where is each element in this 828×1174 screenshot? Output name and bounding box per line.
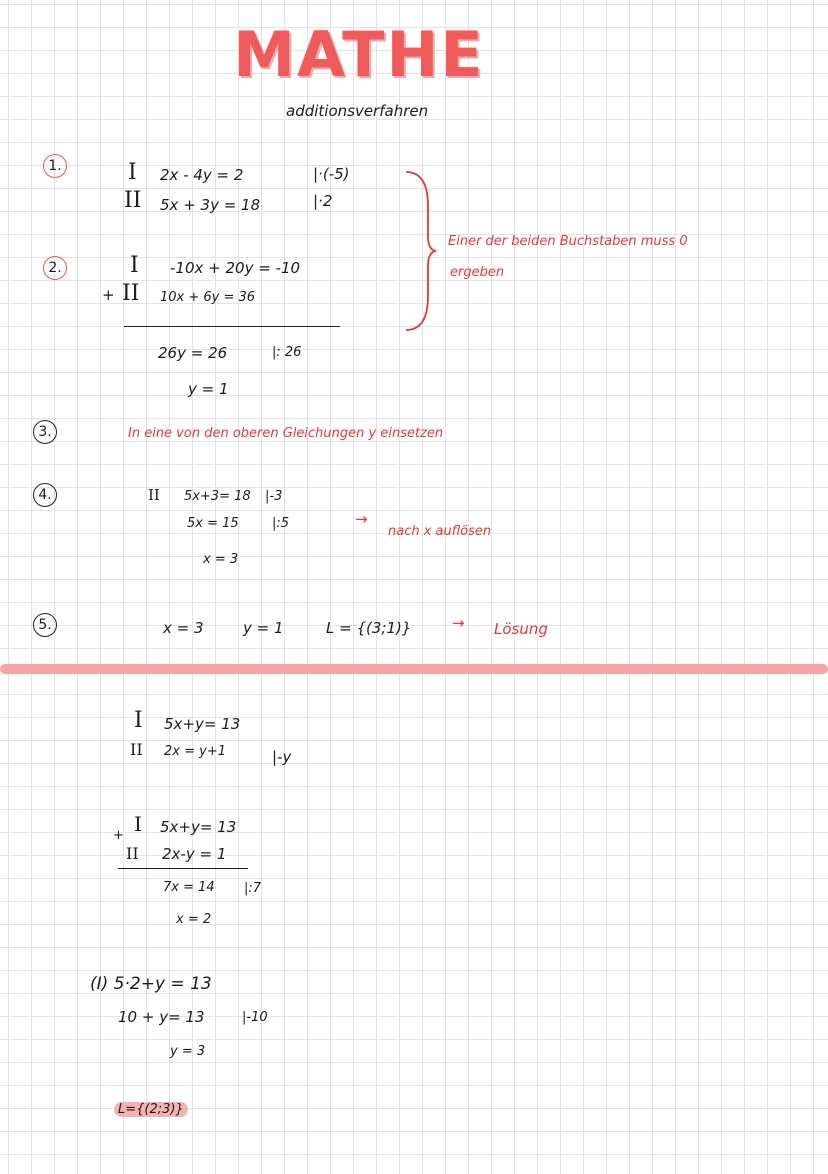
s2-eq3: 5x+y= 13: [160, 818, 237, 836]
s2-result-x: x = 2: [176, 912, 212, 927]
arrow-icon: →: [452, 614, 465, 632]
step-marker-3: 3.: [33, 420, 57, 444]
eq1-operation: |·(-5): [313, 165, 350, 183]
s2-eq3-label: I: [134, 812, 142, 836]
plus-sign: +: [102, 286, 115, 304]
section-divider: [0, 664, 828, 674]
substitution-label: II: [148, 486, 160, 504]
s2-sum-line: [118, 868, 248, 869]
final-x: x = 3: [163, 619, 204, 637]
substitution-3: x = 3: [203, 552, 239, 567]
s2-sum-equation: 7x = 14: [163, 880, 215, 895]
s2-eq2-operation: |-y: [272, 748, 292, 766]
s2-eq2: 2x = y+1: [164, 744, 226, 759]
s2-solution-highlight: [114, 1102, 188, 1117]
eq1-label: I: [128, 160, 137, 185]
step-marker-5: 5.: [33, 613, 57, 637]
subtitle: additionsverfahren: [286, 102, 429, 120]
s2-sum-operation: |:7: [244, 881, 262, 896]
eq4: 10x + 6y = 36: [160, 290, 256, 305]
s2-eq4: 2x-y = 1: [162, 845, 227, 863]
s2-eq4-label: II: [126, 844, 139, 863]
solution-label: Lösung: [494, 620, 548, 638]
solution-set: L = {(3;1)}: [326, 619, 412, 637]
note-line-2: ergeben: [450, 265, 505, 280]
s2-substitution-3: y = 3: [170, 1044, 206, 1059]
sum-line: [124, 326, 340, 327]
s2-substitution-2: 10 + y= 13: [118, 1008, 205, 1026]
sum-operation: |: 26: [272, 345, 302, 360]
curly-brace-icon: [400, 166, 440, 336]
s2-substitution-1: (I) 5·2+y = 13: [90, 974, 212, 994]
eq2-operation: |·2: [313, 192, 333, 210]
substitution-1-operation: |-3: [265, 489, 283, 504]
page-title: MATHE: [233, 18, 485, 91]
step-marker-2: 2.: [43, 256, 67, 280]
eq2-label: II: [124, 188, 142, 213]
note-line-1: Einer der beiden Buchstaben muss 0: [448, 234, 688, 249]
s2-solution-set: L={(2;3)}: [114, 1102, 188, 1117]
eq4-label: II: [122, 281, 140, 306]
final-y: y = 1: [243, 619, 284, 637]
step3-instruction: In eine von den oberen Gleichungen y einsetzen: [128, 426, 444, 441]
arrow-icon: →: [355, 510, 368, 528]
s2-eq2-label: II: [130, 740, 143, 759]
step-marker-1: 1.: [43, 154, 67, 178]
sum-equation: 26y = 26: [158, 344, 228, 362]
s2-plus-sign: +: [113, 828, 124, 843]
s2-eq1-label: I: [134, 708, 143, 733]
s2-substitution-2-operation: |-10: [242, 1010, 268, 1025]
step-marker-4: 4.: [33, 483, 57, 507]
solve-for-x-note: nach x auflösen: [388, 524, 492, 539]
s2-eq1: 5x+y= 13: [164, 715, 241, 733]
substitution-2-operation: |:5: [272, 516, 290, 531]
eq3: -10x + 20y = -10: [170, 259, 301, 277]
eq1: 2x - 4y = 2: [160, 166, 244, 184]
substitution-2: 5x = 15: [187, 516, 239, 531]
result-y: y = 1: [188, 380, 229, 398]
substitution-1: 5x+3= 18: [184, 489, 251, 504]
eq3-label: I: [130, 253, 139, 278]
eq2: 5x + 3y = 18: [160, 196, 261, 214]
